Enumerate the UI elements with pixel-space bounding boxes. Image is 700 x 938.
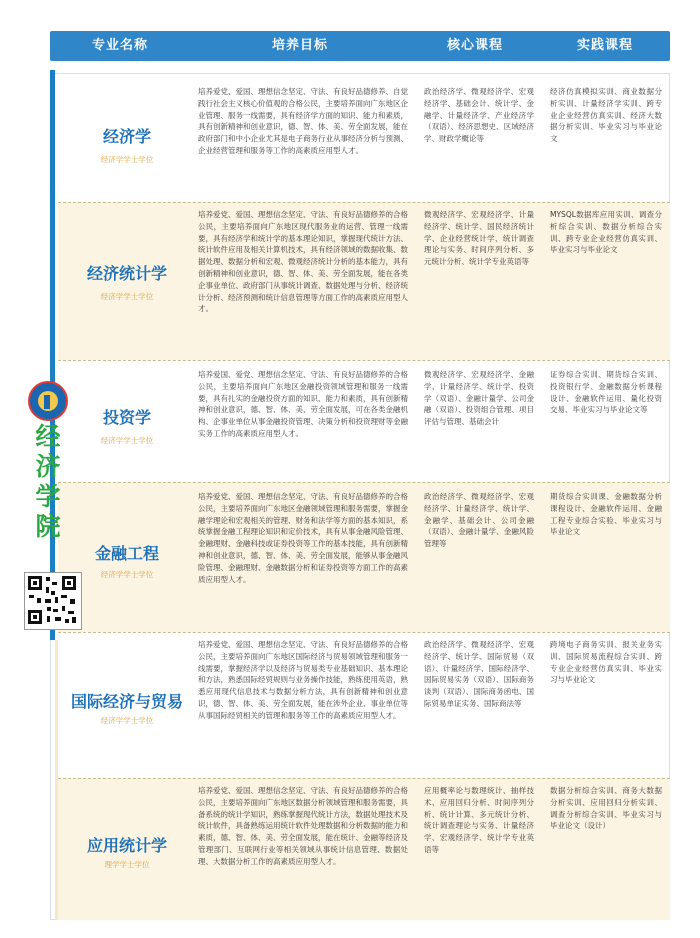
table-header — [50, 31, 670, 61]
major-name: 金融工程 — [94, 544, 159, 563]
training-goal: 培养爱党、爱国、理想信念坚定、守法、有良好品德修养的合格公民，主要培养面向广东地区国际经济与贸易领域管理和服务一线需要，掌握经济学以及经济与贸易类专业基础知识、基本理论和方法，熟悉国际经贸规则与业务操作技能，熟练使用英语，熟悉应用现代信息技术与数据分析方法，具有创新精神和创业意识，德、智、体、美、劳全面发展，能在涉外企业、事业单位等从事国际经贸相关的管理和服务等工作的高素质应用型人才。 — [198, 640, 408, 720]
major-name: 应用统计学 — [86, 836, 167, 855]
degree-label: 经济学学士学位 — [100, 436, 154, 445]
school-title-char: 经 — [35, 422, 61, 451]
school-title-char: 济 — [35, 452, 61, 481]
table-row — [58, 632, 670, 778]
table-row — [58, 360, 670, 482]
degree-label: 经济学学士学位 — [100, 570, 154, 579]
major-name: 经济统计学 — [86, 264, 167, 283]
practice-courses: 数据分析综合实训、商务大数据分析实训、应用回归分析实训、调查分析综合实训、毕业实习与毕业论文（设计） — [550, 786, 662, 831]
core-courses: 应用概率论与数理统计、抽样技术、应用回归分析、时间序列分析、统计计算、多元统计分析、统计调查理论与实务、计量经济学、宏观经济学、统计学专业英语等 — [424, 786, 534, 854]
table-row — [58, 202, 670, 360]
degree-label: 经济学学士学位 — [100, 155, 154, 164]
practice-courses: MYSQL数据库应用实训、调查分析综合实训、数据分析综合实训、跨专业企业经营仿真实训、毕业实习与毕业论文 — [550, 210, 662, 255]
school-title-char: 学 — [35, 482, 61, 511]
degree-label: 经济学学士学位 — [100, 716, 154, 725]
practice-courses: 跨境电子商务实训、报关业务实训、国际贸易流程综合实训、跨专业企业经营仿真实训、毕业实习与毕业论文 — [550, 640, 662, 685]
header-major-name: 专业名称 — [91, 38, 148, 53]
left-accent-bar — [50, 70, 55, 640]
school-title-char: 院 — [35, 512, 61, 541]
core-courses: 政治经济学、微观经济学、宏观经济学、基础会计、统计学、金融学、计量经济学、产业经济学（双语）、经济思想史、区域经济学、财政学概论等 — [424, 87, 534, 144]
major-name: 经济学 — [102, 127, 151, 146]
practice-courses: 证券综合实训、期货综合实训、投资银行学、金融数据分析课程设计、金融软件运用、量化投资交易、毕业实习与毕业论文等 — [550, 370, 662, 415]
training-goal: 培养爱党、爱国、理想信念坚定、守法、有良好品德修养、自觉践行社会主义核心价值观的合格公民，主要培养面向广东地区企业管理、服务一线需要，具有经济学方面的知识、能力和素质，具有创新精神和创业意识，德、智、体、美、劳全面发展，能在政府部门和中小企业尤其是电子商务行业从事经济分析与预测、企业经营管理和服务等工作的高素质应用型人才。 — [198, 87, 408, 155]
degree-label: 理学学士学位 — [104, 860, 150, 869]
degree-label: 经济学学士学位 — [100, 292, 154, 301]
training-goal: 培养爱党、爱国、理想信念坚定、守法、有良好品德修养的合格公民，主要培养面向广东地区金融领域管理和服务需要，掌握金融学理论和宏观相关的管理、财务和法学等方面的基本知识，系统掌握金融工程理论知识和定价技术，具有从事金融风险管理、金融理财、金融科技或证券投资等工作的基本技能，具有创新精神和创业意识，德、智、体、美、劳全面发展，能够从事金融风险管理、金融理财、金融数据分析和证券投资等方面工作的高素质应用型人才。 — [198, 492, 408, 584]
table-row — [58, 778, 670, 920]
practice-courses: 经济仿真模拟实训、商业数据分析实训、计量经济学实训、跨专业企业经营仿真实训、经济大数据分析实训、毕业实习与毕业论文 — [550, 87, 662, 144]
table-row — [58, 482, 670, 632]
school-title — [33, 422, 63, 542]
header-training-goal: 培养目标 — [271, 38, 328, 53]
core-courses: 微观经济学、宏观经济学、计量经济学、统计学、国民经济统计学、企业经营统计学、统计调查理论与实务、时间序列分析、多元统计分析、统计学专业英语等 — [424, 210, 534, 267]
training-goal: 培养爱党、爱国、理想信念坚定、守法、有良好品德修养的合格公民，主要培养面向广东地区数据分析领域管理和服务需要，具备系统的统计学知识，熟练掌握现代统计方法，数据处理技术及统计软件，具备熟练运用统计软件处理数据和分析数据的能力和素质，德、智、体、美、劳全面发展，能在统计、金融等经济及管理部门、互联网行业等相关领域从事统计信息管理、数据处理、大数据分析工作的高素质应用型人才。 — [198, 786, 408, 866]
major-name: 投资学 — [102, 408, 151, 427]
header-core-courses: 核心课程 — [446, 38, 503, 53]
major-name: 国际经济与贸易 — [70, 692, 183, 711]
core-courses: 政治经济学、微观经济学、宏观经济学、统计学、国际贸易（双语）、计量经济学、国际经济学、国际贸易实务（双语）、国际商务谈判（双语）、国际商务函电、国际贸易单证实务、国际商法等 — [424, 640, 534, 708]
table-row — [58, 82, 670, 202]
school-emblem-icon — [28, 381, 68, 421]
core-courses: 政治经济学、微观经济学、宏观经济学、计量经济学、统计学、金融学、基础会计、公司金融（双语）、金融计量学、金融风险管理等 — [424, 492, 534, 549]
training-goal: 培养爱党、爱国、理想信念坚定、守法、有良好品德修养的合格公民，主要培养面向广东地区现代服务业的运营、管理一线需要，具有经济学和统计学的基本理论知识，掌握现代统计方法、统计软件应用及相关计算机技术，具有经济领域的数据收集、数据处理、数据分析和宏观、微观经济统计分析的基本能力，具有创新精神和创业意识，德、智、体、美、劳全面发展，能在各类企事业单位、政府部门从事统计调查、数据处理与分析、经济统计分析、经济预测和统计信息管理等方面工作的高素质应用型人才。 — [198, 210, 408, 314]
header-practice-courses: 实践课程 — [576, 38, 633, 53]
core-courses: 微观经济学、宏观经济学、金融学、计量经济学、统计学、投资学（双语）、金融计量学、公司金融（双语）、投资组合管理、项目评估与管理、基础会计 — [424, 370, 534, 427]
practice-courses: 期货综合实训课、金融数据分析课程设计、金融软件运用、金融工程专业综合实验、毕业实习与毕业论文 — [550, 492, 662, 537]
training-goal: 培养爱国、爱党、理想信念坚定、守法、有良好品德修养的合格公民，主要培养面向广东地区金融投资领域管理和服务一线需要，具有扎实的金融投资方面的知识、能力和素质，具有创新精神和创业意识，德、智、体、美、劳全面发展，可在各类金融机构、企事业单位从事金融投资管理、决策分析和投资理财等金融实务工作的高素质应用型人才。 — [198, 370, 408, 438]
left-accent-bar-lower — [55, 640, 58, 920]
qr-code-icon — [24, 572, 82, 630]
